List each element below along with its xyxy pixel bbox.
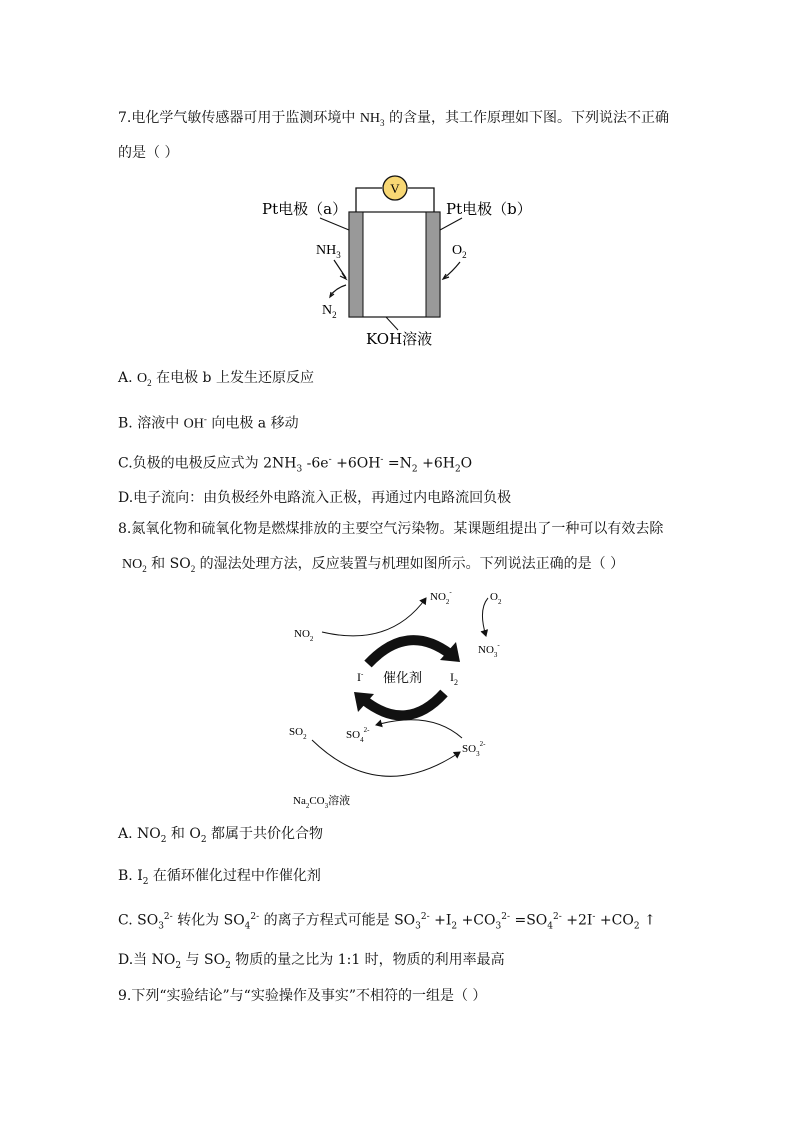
q8-option-a[interactable]: A. $NO_2$ 和 $O_2$ 都属于共价化合物 xyxy=(118,826,324,845)
nh3-label: $NH_3$ xyxy=(316,243,341,260)
q7-stem-line2: 的是（ ） xyxy=(118,145,179,161)
so4-label: $SO_4^{2-}$ xyxy=(346,726,370,744)
o2-label-q8: $O_2$ xyxy=(490,591,502,606)
o2-label: $O_2$ xyxy=(452,243,467,260)
q8-stem-line2: $NO_2$ 和 $SO_2$ 的湿法处理方法，反应装置与机理如图所示。下列说法正确的是（ ） xyxy=(122,556,625,574)
no3-minus-label: $NO_3^-$ xyxy=(478,641,500,659)
q8-stem-line1: 8.氮氧化物和硫氧化物是燃煤排放的主要空气污染物。某课题组提出了一种可以有效去除 xyxy=(118,521,664,537)
electrode-b-label: Pt电极（b） xyxy=(446,200,532,218)
n2-label: $N_2$ xyxy=(322,303,337,320)
catalyst-label: 催化剂 xyxy=(383,671,423,686)
iodide-label: I- xyxy=(357,670,364,684)
no2-in-label: $NO_2$ xyxy=(294,628,314,643)
so3-label: $SO_3^{2-}$ xyxy=(462,740,486,758)
i2-label: $I_2$ xyxy=(450,670,458,687)
q7-option-a[interactable]: A. $O_2$ 在电极 b 上发生还原反应 xyxy=(118,370,314,388)
q8-option-c[interactable]: C. $SO_3^{2-}$ 转化为 $SO_4^{2-}$ 的离子方程式可能是 $SO_3^{2-} +I_2 +CO_3^{2-} =SO_4^{2-} +2I^- +CO_2$ ↑ xyxy=(118,912,656,932)
na2co3-label: $Na_2CO_3$溶液 xyxy=(293,794,351,810)
q7-option-c[interactable]: C.负极的电极反应式为 $2NH_3$ $-6e^- +6OH^- =N_2 +6H_2O$ xyxy=(118,455,473,475)
q7-stem-line1: 7.电化学气敏传感器可用于监测环境中 $NH_3$ 的含量，其工作原理如下图。下列说法不正确 xyxy=(118,110,669,128)
electrode-a-label: Pt电极（a） xyxy=(262,200,348,218)
no2-minus-label: $NO_2^-$ xyxy=(430,588,452,606)
voltmeter-label: V xyxy=(390,181,400,196)
so2-label: $SO_2$ xyxy=(289,726,307,741)
q7-option-d[interactable]: D.电子流向：由负极经外电路流入正极，再通过内电路流回负极 xyxy=(118,490,512,506)
q8-option-b[interactable]: B. $I_2$ 在循环催化过程中作催化剂 xyxy=(118,868,321,887)
q7-option-b[interactable]: B. 溶液中 OH- 向电极 a 移动 xyxy=(118,414,299,432)
q8-option-d[interactable]: D.当 $NO_2$ 与 $SO_2$ 物质的量之比为 1:1 时，物质的利用率最高 xyxy=(118,952,505,971)
koh-label: KOH溶液 xyxy=(366,330,433,348)
q9-stem: 9.下列“实验结论”与“实验操作及事实”不相符的一组是（ ） xyxy=(118,988,487,1004)
